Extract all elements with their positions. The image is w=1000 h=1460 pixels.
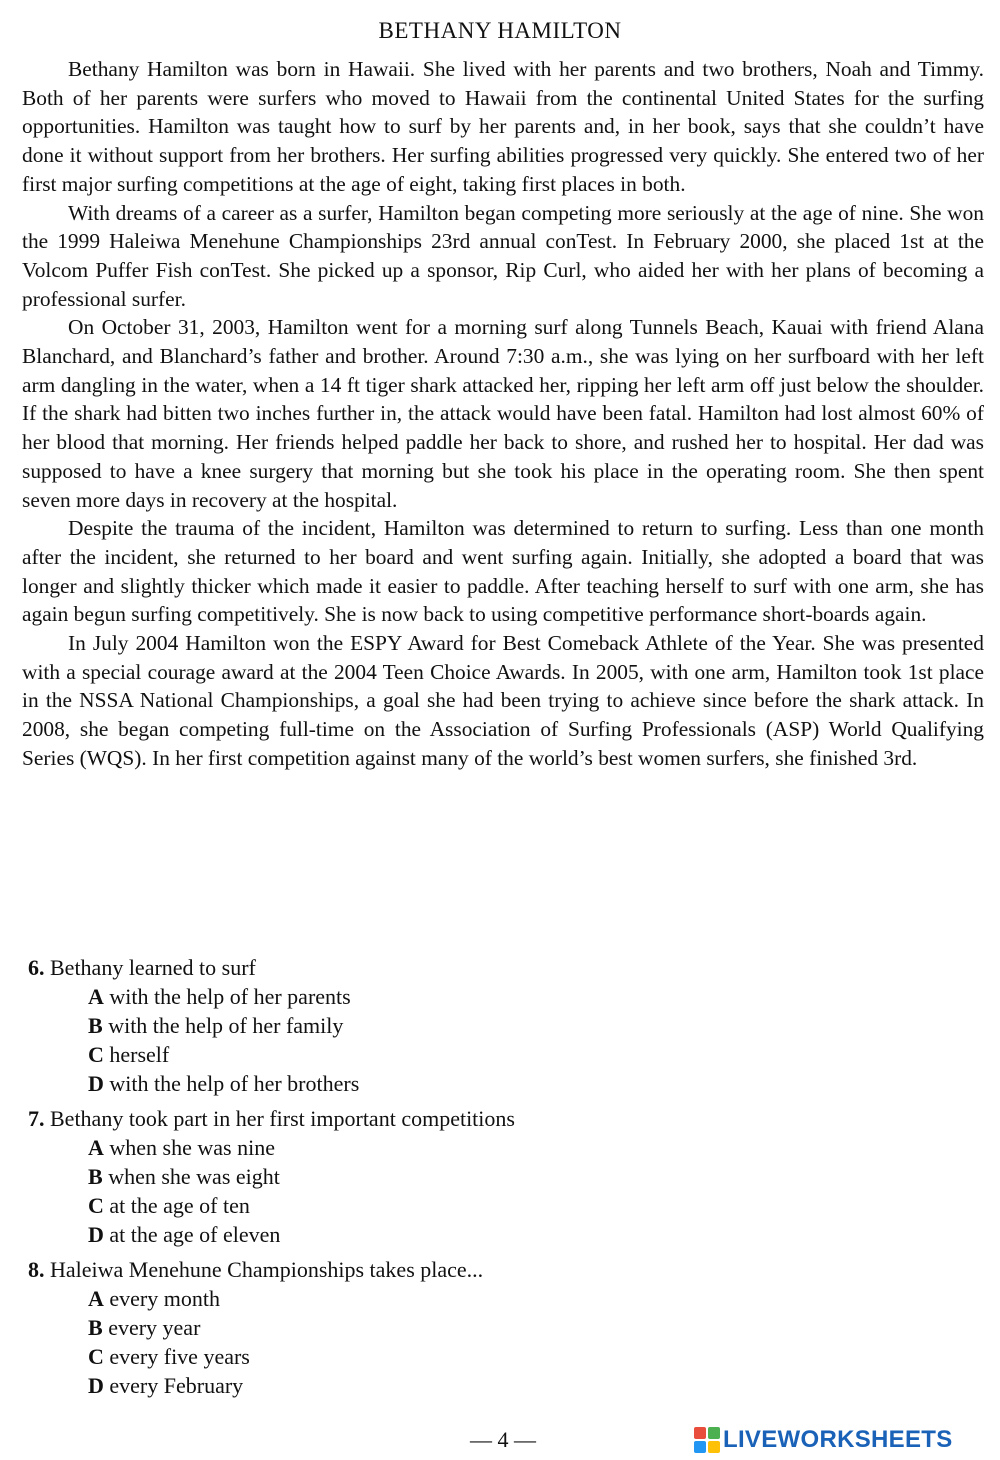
option-text: with the help of her brothers: [109, 1071, 360, 1096]
answer-option-c[interactable]: [88, 1040, 928, 1069]
option-text: every year: [108, 1315, 201, 1340]
answer-options: [28, 1133, 928, 1249]
answer-option-a[interactable]: [88, 1133, 928, 1162]
answer-options: [28, 1284, 928, 1400]
answer-option-b[interactable]: [88, 1162, 928, 1191]
passage-paragraph-1: Bethany Hamilton was born in Hawaii. She lived with her parents and two brothers, Noah and Timmy. Both of her parents were surfers who moved to Hawaii from the continental United States for the surfing opportunities. Hamilton was taught how to surf by her parents and, in her book, says that she couldn’t have done it without support from her brothers. Her surfing abilities progressed very quickly. She entered two of her first major surfing competitions at the age of eight, taking first places in both.: [22, 57, 984, 196]
option-letter: B: [88, 1164, 103, 1189]
question-stem: [28, 1255, 928, 1284]
answer-option-a[interactable]: [88, 982, 928, 1011]
answer-option-a[interactable]: [88, 1284, 928, 1313]
question-text: Bethany learned to surf: [50, 955, 256, 980]
answer-options: [28, 982, 928, 1098]
question-7: [28, 1104, 928, 1249]
option-letter: D: [88, 1071, 104, 1096]
question-stem: [28, 953, 928, 982]
option-letter: B: [88, 1013, 103, 1038]
question-number: 6.: [28, 955, 45, 980]
question-text: Haleiwa Menehune Championships takes place...: [50, 1257, 484, 1282]
answer-option-d[interactable]: [88, 1371, 928, 1400]
answer-option-c[interactable]: [88, 1191, 928, 1220]
answer-option-b[interactable]: [88, 1011, 928, 1040]
passage-paragraph-4: Despite the trauma of the incident, Hamilton was determined to return to surfing. Less than one month after the incident, she returned to her board and went surfing again. Initially, she adopted a board that was longer and slightly thicker which made it easier to paddle. After teaching herself to surf with one arm, she has again begun surfing competitively. She is now back to using competitive performance short-boards again.: [22, 516, 984, 627]
question-number: 7.: [28, 1106, 45, 1131]
answer-option-c[interactable]: [88, 1342, 928, 1371]
option-letter: A: [88, 1135, 104, 1160]
liveworksheets-brand[interactable]: [694, 1425, 953, 1455]
brand-name: LIVEWORKSHEETS: [723, 1426, 953, 1453]
passage-paragraph-3: On October 31, 2003, Hamilton went for a morning surf along Tunnels Beach, Kauai with friend Alana Blanchard, and Blanchard’s father and brother. Around 7:30 a.m., she was lying on her surfboard with her left arm dangling in the water, when a 14 ft tiger shark attacked her, ripping her left arm off just below the shoulder. If the shark had bitten two inches further in, the attack would have been fatal. Hamilton had lost almost 60% of her blood that morning. Her friends helped paddle her back to shore, and rushed her to hospital. Her dad was supposed to have a knee surgery that morning but she took his place in the operating room. She then spent seven more days in recovery at the hospital.: [22, 315, 984, 512]
option-text: at the age of ten: [109, 1193, 250, 1218]
option-text: herself: [109, 1042, 170, 1067]
option-text: with the help of her family: [108, 1013, 344, 1038]
passage-paragraph-2: With dreams of a career as a surfer, Hamilton began competing more seriously at the age of nine. She won the 1999 Haleiwa Menehune Championships 23rd annual conTest. In February 2000, she placed 1st at the Volcom Puffer Fish conTest. She picked up a sponsor, Rip Curl, who aided her with her plans of becoming a professional surfer.: [22, 200, 984, 311]
option-letter: C: [88, 1193, 104, 1218]
liveworksheets-logo-icon: [694, 1427, 720, 1453]
option-text: when she was eight: [108, 1164, 280, 1189]
question-number: 8.: [28, 1257, 45, 1282]
reading-passage: [22, 55, 984, 773]
question-6: [28, 953, 928, 1098]
question-text: Bethany took part in her first important competitions: [50, 1106, 515, 1131]
option-letter: B: [88, 1315, 103, 1340]
option-text: at the age of eleven: [109, 1222, 281, 1247]
option-letter: D: [88, 1373, 104, 1398]
option-text: every month: [109, 1286, 220, 1311]
answer-option-d[interactable]: [88, 1069, 928, 1098]
answer-option-d[interactable]: [88, 1220, 928, 1249]
question-stem: [28, 1104, 928, 1133]
passage-title: BETHANY HAMILTON: [378, 18, 622, 43]
question-8: [28, 1255, 928, 1400]
option-text: with the help of her parents: [109, 984, 351, 1009]
option-text: every February: [109, 1373, 244, 1398]
option-letter: D: [88, 1222, 104, 1247]
option-text: when she was nine: [109, 1135, 275, 1160]
option-letter: C: [88, 1042, 104, 1067]
page-number: — 4 —: [470, 1427, 536, 1452]
option-letter: C: [88, 1344, 104, 1369]
question-list: [28, 953, 928, 1400]
option-letter: A: [88, 1286, 104, 1311]
option-text: every five years: [109, 1344, 250, 1369]
answer-option-b[interactable]: [88, 1313, 928, 1342]
option-letter: A: [88, 984, 104, 1009]
passage-paragraph-5: In July 2004 Hamilton won the ESPY Award for Best Comeback Athlete of the Year. She was presented with a special courage award at the 2004 Teen Choice Awards. In 2005, with one arm, Hamilton took 1st place in the NSSA National Championships, a goal she had been trying to achieve since before the shark attack. In 2008, she began competing full-time on the Association of Surfing Professionals (ASP) World Qualifying Series (WQS). In her first competition against many of the world’s best women surfers, she finished 3rd.: [22, 631, 984, 770]
